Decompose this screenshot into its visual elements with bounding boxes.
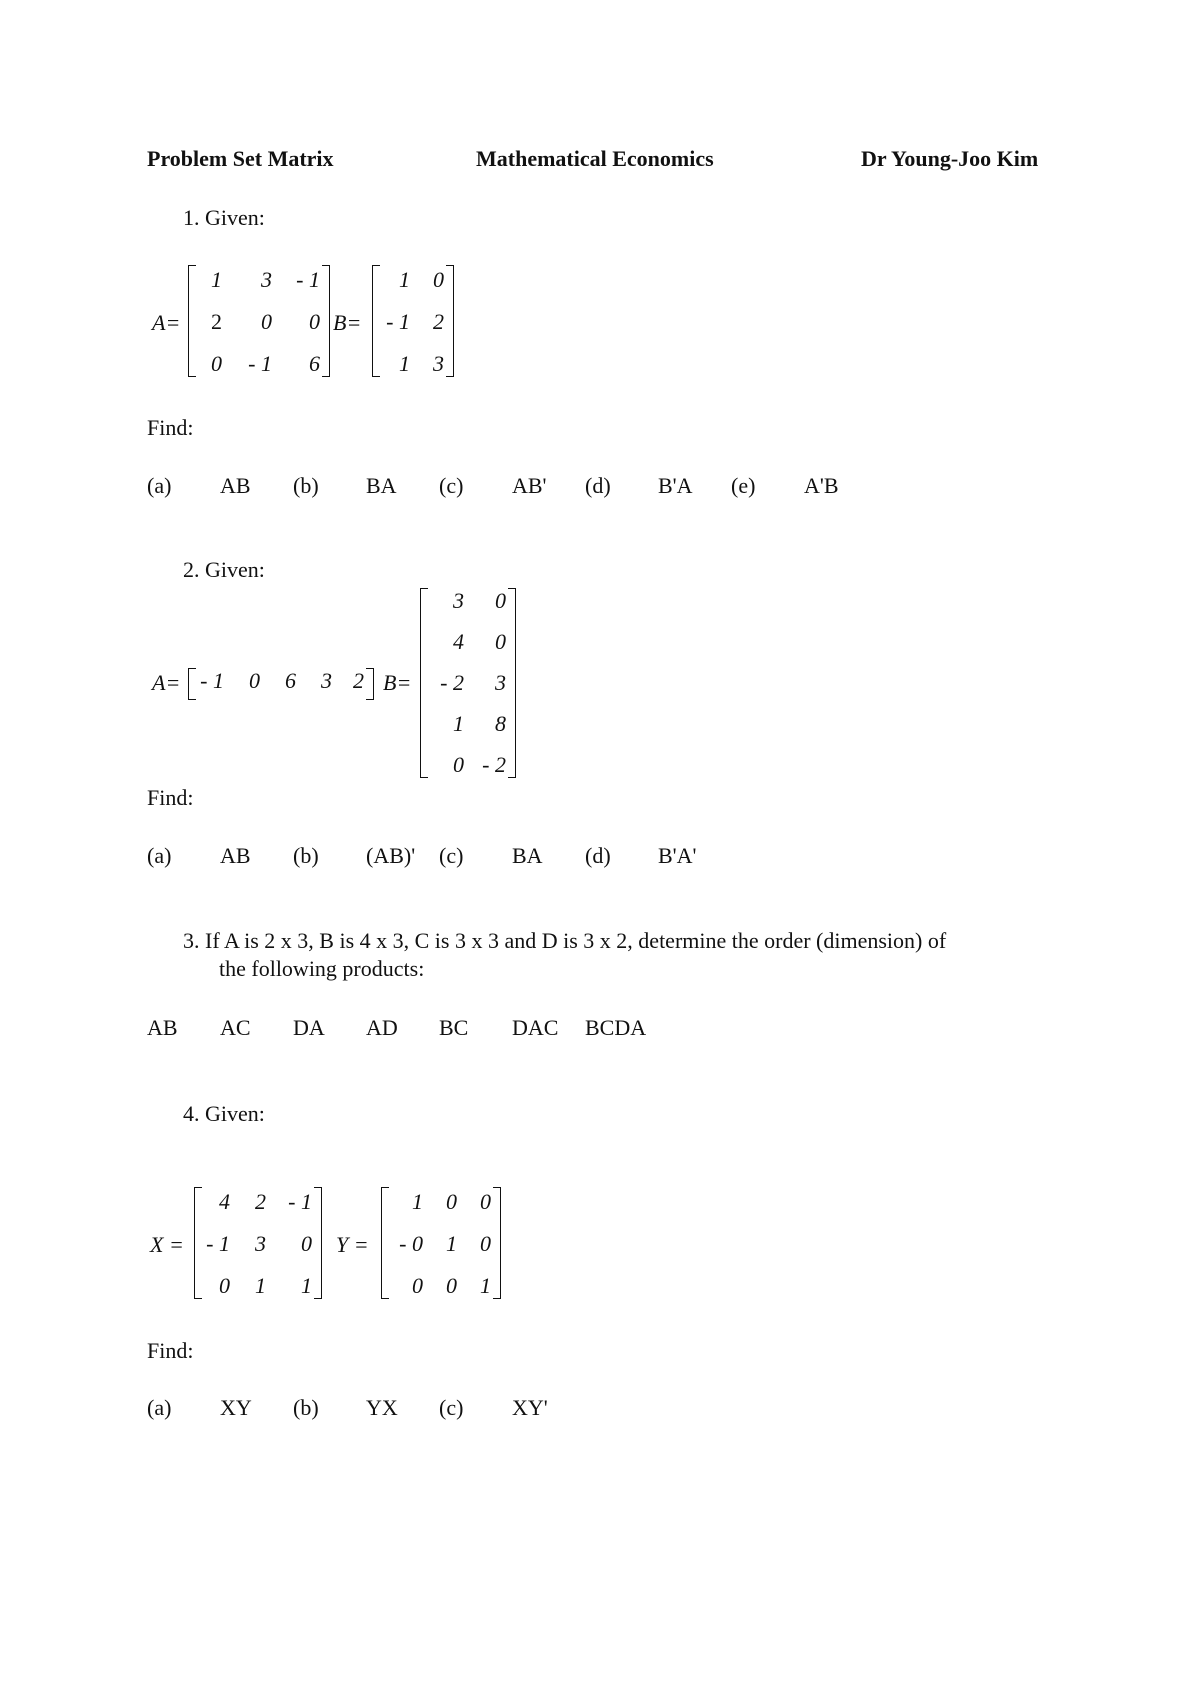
q1-matrix-a (188, 265, 330, 377)
matrix-cell: - 1 (248, 351, 272, 376)
matrix-cell: 0 (219, 1273, 230, 1298)
item-label: (c) (439, 843, 464, 868)
header-title-left: Problem Set Matrix (147, 146, 334, 171)
matrix-cell: 0 (433, 267, 444, 292)
q4-matrix-y (381, 1187, 501, 1299)
matrix-cell: - 0 (399, 1231, 423, 1256)
matrix-cell: 0 (480, 1231, 491, 1256)
matrix-cell: 2 (353, 668, 364, 693)
matrix-cell: 2 (433, 309, 444, 334)
q2-matrix-a (188, 668, 374, 700)
matrix-cell: - 1 (386, 309, 410, 334)
q4-intro: 4. Given: (183, 1101, 265, 1126)
matrix-cell: 0 (480, 1189, 491, 1214)
q3-line-2: the following products: (219, 956, 425, 981)
matrix-cell: - 1 (206, 1231, 230, 1256)
q1-intro: 1. Given: (183, 205, 265, 230)
header-course: Mathematical Economics (476, 146, 714, 171)
q1-a-label: A= (152, 310, 181, 335)
q2-matrix-b (420, 588, 516, 778)
product-item: DAC (512, 1015, 559, 1040)
item-expr: B'A' (658, 843, 697, 868)
item-expr: YX (366, 1395, 398, 1420)
item-expr: A'B (804, 473, 839, 498)
item-expr: BA (512, 843, 543, 868)
q1-matrix-b (372, 265, 454, 377)
matrix-cell: 3 (453, 588, 464, 613)
matrix-cell: 8 (495, 711, 506, 736)
item-expr: AB (220, 473, 251, 498)
matrix-cell: 3 (261, 267, 272, 292)
matrix-cell: 0 (301, 1231, 312, 1256)
item-expr: B'A (658, 473, 693, 498)
item-label: (d) (585, 473, 611, 498)
matrix-cell: 2 (211, 309, 222, 334)
q2-find-items (147, 843, 731, 869)
matrix-cell: 6 (309, 351, 320, 376)
matrix-cell: 4 (453, 629, 464, 654)
q1-b-label: B= (333, 310, 362, 335)
matrix-cell: 0 (453, 752, 464, 777)
matrix-cell: - 1 (296, 267, 320, 292)
q3-products (147, 1015, 646, 1041)
product-item: DA (293, 1015, 325, 1040)
q2-intro: 2. Given: (183, 557, 265, 582)
matrix-cell: - 1 (288, 1189, 312, 1214)
matrix-cell: 1 (255, 1273, 266, 1298)
item-label: (a) (147, 843, 172, 868)
matrix-cell: 6 (285, 668, 296, 693)
matrix-cell: 1 (211, 267, 222, 292)
q4-find-items (147, 1395, 585, 1421)
matrix-cell: 4 (219, 1189, 230, 1214)
item-label: (c) (439, 1395, 464, 1420)
matrix-cell: 3 (495, 670, 506, 695)
item-label: (b) (293, 1395, 319, 1420)
matrix-cell: 0 (261, 309, 272, 334)
q2-find-label: Find: (147, 785, 194, 810)
product-item: BC (439, 1015, 469, 1040)
q2-a-label: A= (152, 670, 181, 695)
q4-x-label: X = (150, 1232, 184, 1257)
product-item: AB (147, 1015, 178, 1040)
matrix-cell: 0 (412, 1273, 423, 1298)
matrix-cell: - 2 (482, 752, 506, 777)
matrix-cell: 0 (446, 1273, 457, 1298)
item-label: (d) (585, 843, 611, 868)
item-expr: (AB)' (366, 843, 416, 868)
matrix-cell: 0 (249, 668, 260, 693)
matrix-cell: 0 (211, 351, 222, 376)
matrix-cell: 3 (321, 668, 332, 693)
item-label: (e) (731, 473, 756, 498)
matrix-cell: - 2 (440, 670, 464, 695)
matrix-cell: 1 (453, 711, 464, 736)
matrix-cell: - 1 (200, 668, 224, 693)
item-expr: XY (220, 1395, 252, 1420)
q2-b-label: B= (383, 670, 412, 695)
q1-find-label: Find: (147, 415, 194, 440)
matrix-cell: 0 (495, 588, 506, 613)
matrix-cell: 1 (480, 1273, 491, 1298)
product-item: AD (366, 1015, 398, 1040)
matrix-cell: 1 (446, 1231, 457, 1256)
item-expr: AB (220, 843, 251, 868)
item-expr: XY' (512, 1395, 548, 1420)
q3-line-1: 3. If A is 2 x 3, B is 4 x 3, C is 3 x 3 and D is 3 x 2, determine the order (dimension) of (183, 928, 947, 953)
matrix-cell: 1 (399, 267, 410, 292)
q4-matrix-x (194, 1187, 322, 1299)
matrix-cell: 0 (309, 309, 320, 334)
matrix-cell: 1 (412, 1189, 423, 1214)
item-label: (c) (439, 473, 464, 498)
matrix-cell: 1 (301, 1273, 312, 1298)
matrix-cell: 3 (255, 1231, 266, 1256)
matrix-cell: 0 (495, 629, 506, 654)
q4-y-label: Y = (336, 1232, 369, 1257)
item-label: (a) (147, 1395, 172, 1420)
matrix-cell: 0 (446, 1189, 457, 1214)
item-expr: AB' (512, 473, 547, 498)
matrix-cell: 3 (433, 351, 444, 376)
matrix-cell: 1 (399, 351, 410, 376)
item-label: (b) (293, 843, 319, 868)
matrix-cell: 2 (255, 1189, 266, 1214)
product-item: BCDA (585, 1015, 647, 1040)
q4-find-label: Find: (147, 1338, 194, 1363)
item-label: (a) (147, 473, 172, 498)
q1-find-items (147, 473, 877, 499)
product-item: AC (220, 1015, 251, 1040)
item-expr: BA (366, 473, 397, 498)
item-label: (b) (293, 473, 319, 498)
header-author: Dr Young-Joo Kim (861, 146, 1039, 171)
